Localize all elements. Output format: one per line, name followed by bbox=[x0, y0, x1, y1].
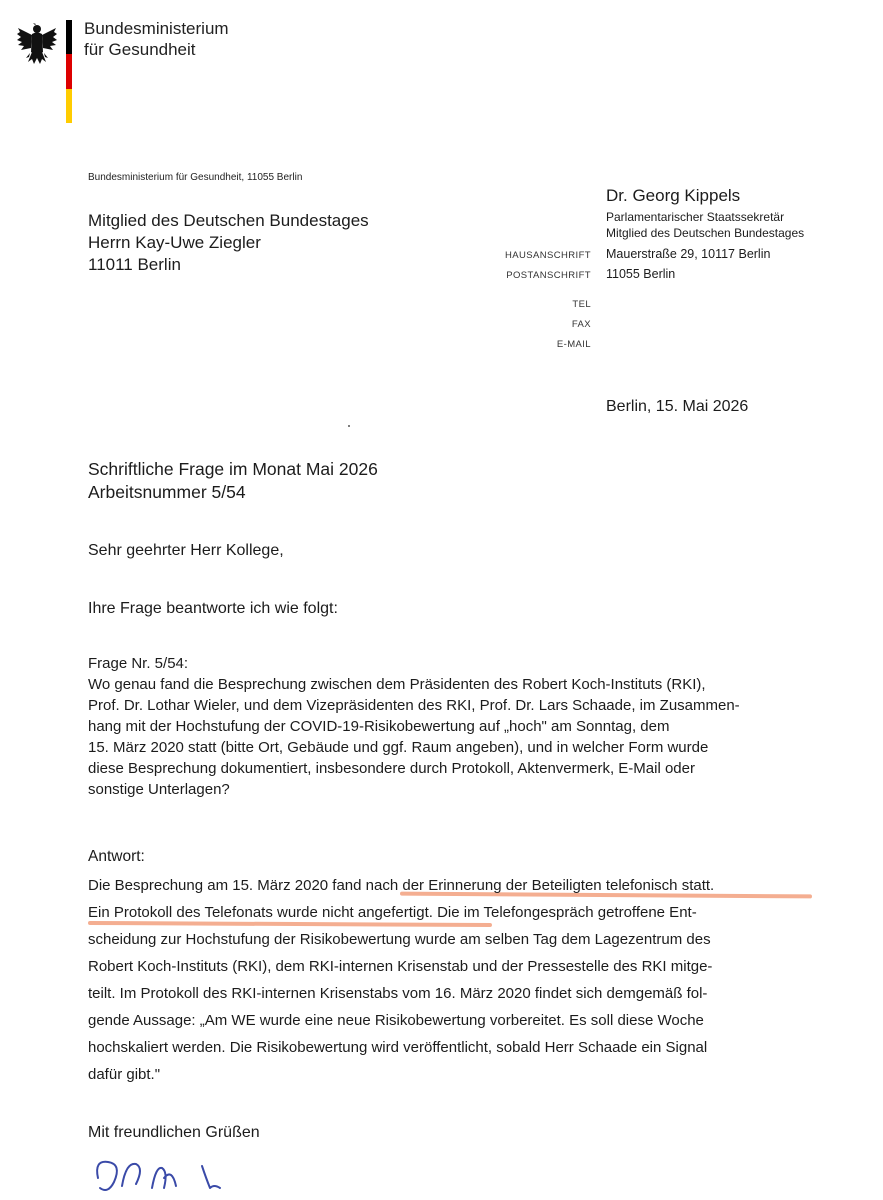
tel-label: TEL bbox=[572, 299, 591, 310]
ministry-name-line1: Bundesministerium bbox=[84, 19, 229, 38]
officer-title-line2: Mitglied des Deutschen Bundestages bbox=[606, 226, 805, 240]
recipient-line3: 11011 Berlin bbox=[88, 255, 181, 274]
question-line: sonstige Unterlagen? bbox=[88, 781, 230, 798]
recipient-line1: Mitglied des Deutschen Bundestages bbox=[88, 211, 369, 230]
answer-label: Antwort: bbox=[88, 848, 145, 865]
ministry-name bbox=[84, 18, 229, 60]
answer-line: Robert Koch-Instituts (RKI), dem RKI-internen Krisenstab und der Pressestelle des RKI mitge- bbox=[88, 958, 713, 975]
question-block bbox=[88, 653, 848, 800]
question-line: diese Besprechung dokumentiert, insbesondere durch Protokoll, Aktenvermerk, E-Mail oder bbox=[88, 760, 695, 777]
subject-line2: Arbeitsnummer 5/54 bbox=[88, 482, 246, 502]
stray-dot bbox=[348, 425, 350, 427]
answer-line: scheidung zur Hochstufung der Risikobewertung wurde am selben Tag dem Lagezentrum des bbox=[88, 931, 711, 948]
ministry-name-line2: für Gesundheit bbox=[84, 40, 196, 59]
answer-line: gende Aussage: „Am WE wurde eine neue Risikobewertung vorbereitet. Es soll diese Woche bbox=[88, 1012, 704, 1029]
sender-address-line: Bundesministerium für Gesundheit, 11055 Berlin bbox=[88, 172, 303, 183]
flag-red-stripe bbox=[66, 54, 72, 88]
question-label: Frage Nr. 5/54: bbox=[88, 655, 189, 672]
officer-title-line1: Parlamentarischer Staatssekretär bbox=[606, 210, 785, 224]
letter-date: Berlin, 15. Mai 2026 bbox=[606, 398, 749, 415]
flag-gold-stripe bbox=[66, 89, 72, 123]
federal-eagle-icon bbox=[16, 22, 58, 68]
answer-line: Die Besprechung am 15. März 2020 fand nach der Erinnerung der Beteiligten telefonisch statt. bbox=[88, 877, 715, 894]
salutation: Sehr geehrter Herr Kollege, bbox=[88, 542, 284, 559]
answer-line: teilt. Im Protokoll des RKI-internen Krisenstabs vom 16. März 2020 findet sich demgemäß fol- bbox=[88, 985, 708, 1002]
officer-title bbox=[606, 209, 804, 241]
postanschrift-value: 11055 Berlin bbox=[606, 267, 676, 281]
question-line: Prof. Dr. Lothar Wieler, und dem Vizepräsidenten des RKI, Prof. Dr. Lars Schaade, im Zusammen- bbox=[88, 697, 740, 714]
flag-bar bbox=[66, 20, 72, 123]
letter-subject bbox=[88, 458, 378, 504]
question-line: 15. März 2020 statt (bitte Ort, Gebäude und ggf. Raum angeben), und in welcher Form wurde bbox=[88, 739, 709, 756]
subject-line1: Schriftliche Frage im Monat Mai 2026 bbox=[88, 459, 378, 479]
hausanschrift-value: Mauerstraße 29, 10117 Berlin bbox=[606, 247, 771, 261]
closing-phrase: Mit freundlichen Grüßen bbox=[88, 1124, 260, 1141]
recipient-line2: Herrn Kay-Uwe Ziegler bbox=[88, 233, 261, 252]
email-label: E-MAIL bbox=[556, 339, 591, 350]
fax-label: FAX bbox=[571, 319, 591, 330]
hausanschrift-label: HAUSANSCHRIFT bbox=[505, 250, 591, 261]
recipient-address bbox=[88, 210, 369, 276]
officer-name: Dr. Georg Kippels bbox=[606, 186, 741, 205]
question-line: Wo genau fand die Besprechung zwischen dem Präsidenten des Robert Koch-Instituts (RKI), bbox=[88, 676, 706, 693]
answer-line: dafür gibt." bbox=[88, 1066, 161, 1083]
question-line: hang mit der Hochstufung der COVID-19-Risikobewertung auf „hoch" am Sonntag, dem bbox=[88, 718, 670, 735]
answer-text bbox=[88, 872, 848, 1088]
answer-line: Ein Protokoll des Telefonats wurde nicht angefertigt. Die im Telefongespräch getroffene Ent- bbox=[88, 904, 697, 921]
signature-icon bbox=[92, 1148, 242, 1200]
answer-line: hochskaliert werden. Die Risikobewertung wird veröffentlicht, sobald Herr Schaade ein Signal bbox=[88, 1039, 708, 1056]
flag-black-stripe bbox=[66, 20, 72, 54]
intro-text: Ihre Frage beantworte ich wie folgt: bbox=[88, 600, 338, 617]
postanschrift-label: POSTANSCHRIFT bbox=[506, 270, 591, 281]
